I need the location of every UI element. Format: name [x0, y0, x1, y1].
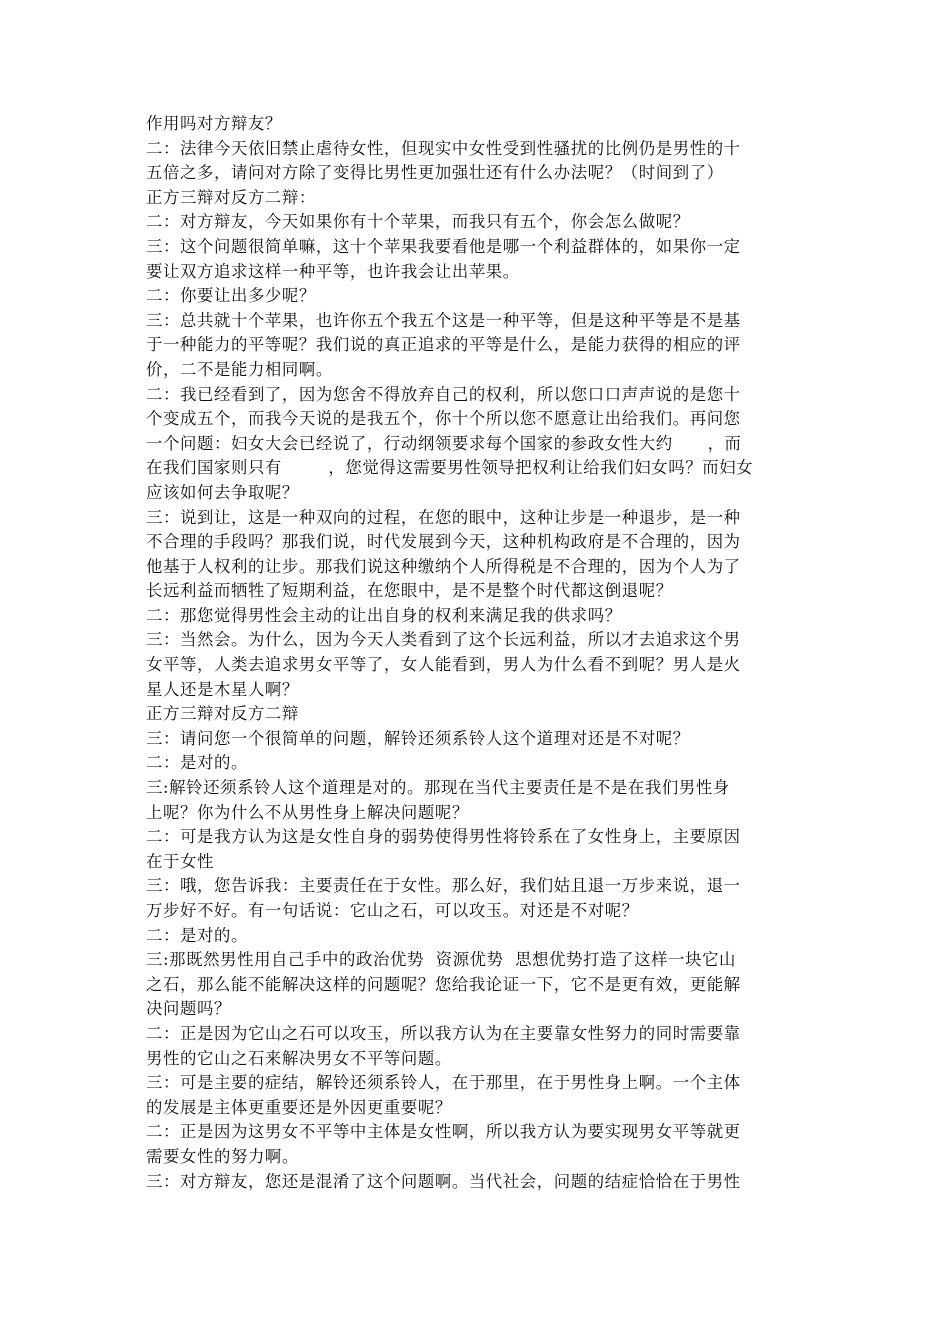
- text-line: 二：对方辩友，今天如果你有十个苹果，而我只有五个，你会怎么做呢？: [146, 212, 690, 232]
- text-line: 二：你要让出多少呢？: [146, 286, 316, 306]
- text-line: 二：正是因为它山之石可以攻玉，所以我方认为在主要靠女性努力的同时需要靠: [146, 1023, 741, 1043]
- text-line: 上呢？你为什么不从男性身上解决问题呢？: [146, 802, 469, 822]
- text-line: 三：这个问题很简单嘛，这十个苹果我要看他是哪一个利益群体的，如果你一定: [146, 236, 741, 256]
- text-line: 三：哦，您告诉我：主要责任在于女性。那么好，我们姑且退一万步来说，退一: [146, 876, 741, 896]
- text-line: 之石，那么能不能解决这样的问题呢？您给我论证一下，它不是更有效，更能解: [146, 974, 741, 994]
- text-line: 应该如何去争取呢？: [146, 482, 299, 502]
- text-line: 五倍之多，请问对方除了变得比男性更加强壮还有什么办法呢？（时间到了）: [146, 163, 724, 183]
- text-line: 三：当然会。为什么，因为今天人类看到了这个长远利益，所以才去追求这个男: [146, 630, 741, 650]
- text-line: 男性的它山之石来解决男女不平等问题。: [146, 1048, 452, 1068]
- text-line: 长远利益而牺牲了短期利益，在您眼中，是不是整个时代都这倒退呢？: [146, 581, 673, 601]
- text-line: 二：是对的。: [146, 753, 248, 773]
- text-line: 三：对方辩友，您还是混淆了这个问题啊。当代社会，问题的结症恰恰在于男性: [146, 1171, 741, 1191]
- text-line: 需要女性的努力啊。: [146, 1146, 299, 1166]
- text-line: 在于女性: [146, 851, 214, 871]
- text-line: 二：可是我方认为这是女性自身的弱势使得男性将铃系在了女性身上，主要原因: [146, 827, 741, 847]
- text-line: 决问题吗？: [146, 999, 231, 1019]
- text-line: 二：法律今天依旧禁止虐待女性，但现实中女性受到性骚扰的比例仍是男性的十: [146, 138, 741, 158]
- text-line: 作用吗对方辩友？: [146, 114, 282, 133]
- text-line: 的发展是主体更重要还是外因更重要呢？: [146, 1097, 452, 1117]
- text-line: 三：请问您一个很简单的问题，解铃还须系铃人这个道理对还是不对呢？: [146, 728, 690, 748]
- text-line: 三:解铃还须系铃人这个道理是对的。那现在当代主要责任是不是在我们男性身: [146, 778, 730, 798]
- text-line: 正方三辩对反方二辩：: [146, 187, 316, 207]
- text-line: 三：可是主要的症结，解铃还须系铃人，在于那里，在于男性身上啊。一个主体: [146, 1073, 741, 1093]
- text-line: 于一种能力的平等呢？我们说的真正追求的平等是什么，是能力获得的相应的评: [146, 335, 741, 355]
- text-line: 正方三辩对反方二辩: [146, 704, 299, 724]
- text-line: 价，二不是能力相同啊。: [146, 359, 333, 379]
- text-line: 三：总共就十个苹果，也许你五个我五个这是一种平等，但是这种平等是不是基: [146, 310, 741, 330]
- text-line: 二：正是因为这男女不平等中主体是女性啊，所以我方认为要实现男女平等就更: [146, 1122, 741, 1142]
- text-line: 三：说到让，这是一种双向的过程，在您的眼中，这种让步是一种退步，是一种: [146, 507, 741, 527]
- text-line: 要让双方追求这样一种平等，也许我会让出苹果。: [146, 261, 520, 281]
- text-line: 他基于人权利的让步。那我们说这种缴纳个人所得税是不合理的，因为个人为了: [146, 556, 741, 576]
- text-line: 一个问题：妇女大会已经说了，行动纲领要求每个国家的参政女性大约 ，而: [146, 433, 742, 453]
- text-line: 星人还是木星人啊？: [146, 679, 299, 699]
- text-line: 个变成五个，而我今天说的是我五个，你十个所以您不愿意让出给我们。再问您: [146, 409, 741, 429]
- document-page: [146, 112, 810, 1194]
- text-line: 二：我已经看到了，因为您舍不得放弃自己的权利，所以您口口声声说的是您十: [146, 384, 741, 404]
- text-line: 在我们国家则只有 ，您觉得这需要男性领导把权利让给我们妇女吗？而妇女: [146, 458, 754, 478]
- text-line: 女平等，人类去追求男女平等了，女人能看到，男人为什么看不到呢？男人是火: [146, 655, 741, 675]
- text-line: 二：那您觉得男性会主动的让出自身的权利来满足我的供求吗？: [146, 605, 622, 625]
- text-line: 万步好不好。有一句话说：它山之石，可以攻玉。对还是不对呢？: [146, 901, 639, 920]
- text-line: 二：是对的。: [146, 925, 248, 945]
- text-line: 三:那既然男性用自己手中的政治优势 资源优势 思想优势打造了这样一块它山: [146, 950, 737, 970]
- text-line: 不合理的手段吗？那我们说，时代发展到今天，这种机构政府是不合理的，因为: [146, 532, 741, 552]
